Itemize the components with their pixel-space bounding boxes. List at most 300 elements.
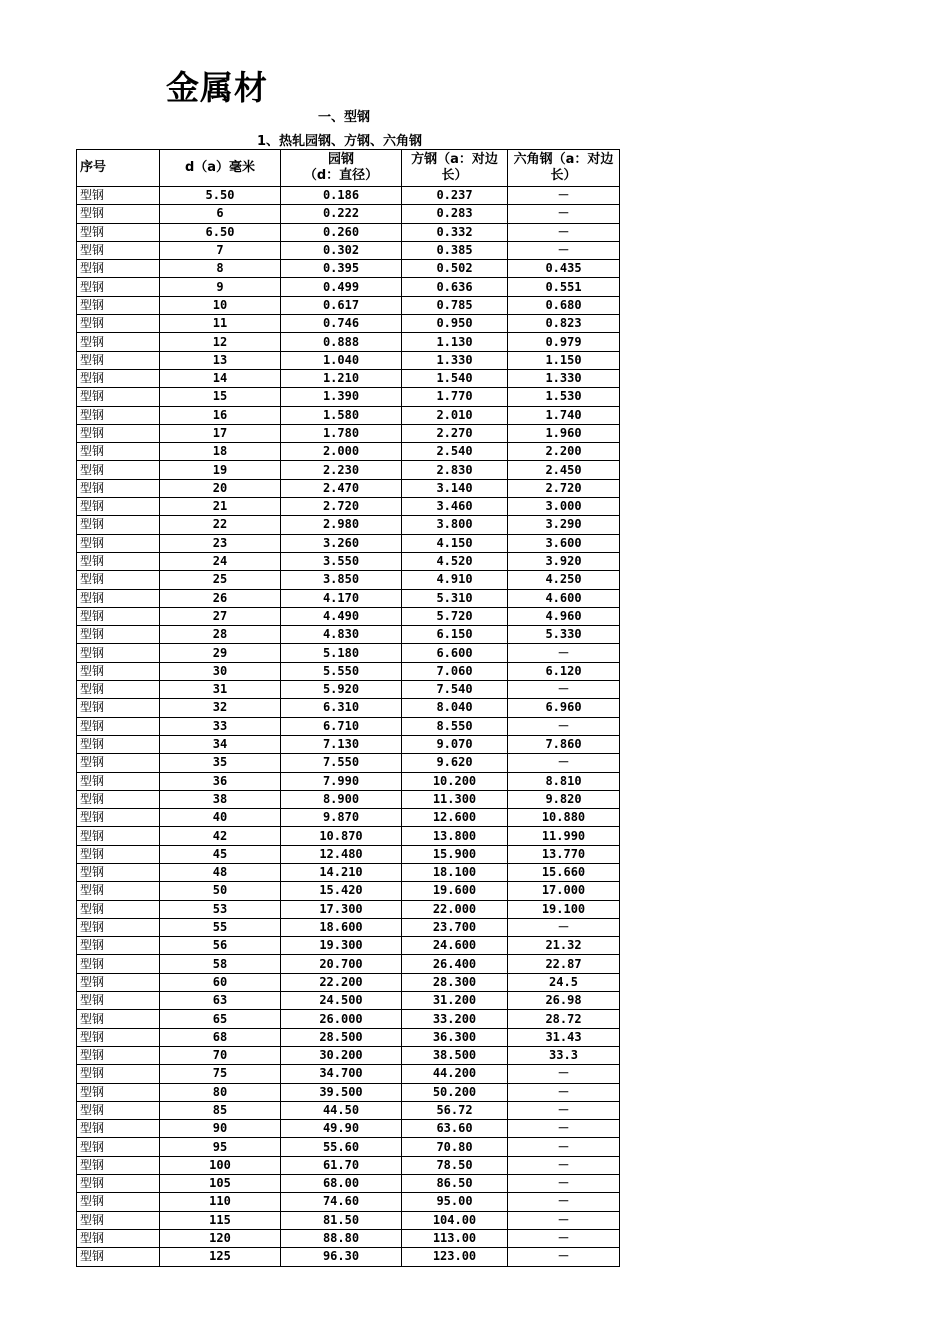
table-row — [77, 1046, 620, 1064]
cell-round: 0.617 — [281, 296, 402, 314]
cell-round: 26.000 — [281, 1010, 402, 1028]
table-row — [77, 863, 620, 881]
cell-type: 型钢 — [77, 863, 160, 881]
cell-hex: 3.920 — [508, 552, 620, 570]
table-row — [77, 827, 620, 845]
cell-diameter: 95 — [160, 1138, 281, 1156]
cell-type: 型钢 — [77, 973, 160, 991]
cell-round: 3.550 — [281, 552, 402, 570]
cell-type: 型钢 — [77, 644, 160, 662]
table-row — [77, 772, 620, 790]
cell-hex: － — [508, 1211, 620, 1229]
cell-type: 型钢 — [77, 223, 160, 241]
cell-square: 113.00 — [402, 1229, 508, 1247]
table-row — [77, 918, 620, 936]
cell-diameter: 35 — [160, 754, 281, 772]
table-row — [77, 1211, 620, 1229]
cell-hex: 26.98 — [508, 992, 620, 1010]
cell-hex: 9.820 — [508, 790, 620, 808]
cell-square: 5.310 — [402, 589, 508, 607]
table-row — [77, 882, 620, 900]
cell-hex: 2.720 — [508, 479, 620, 497]
table-row — [77, 1193, 620, 1211]
cell-hex: － — [508, 1101, 620, 1119]
cell-square: 3.140 — [402, 479, 508, 497]
cell-round: 5.550 — [281, 662, 402, 680]
cell-type: 型钢 — [77, 479, 160, 497]
cell-diameter: 33 — [160, 717, 281, 735]
cell-type: 型钢 — [77, 241, 160, 259]
cell-square: 4.520 — [402, 552, 508, 570]
cell-square: 3.460 — [402, 498, 508, 516]
cell-round: 1.580 — [281, 406, 402, 424]
cell-hex: 21.32 — [508, 937, 620, 955]
cell-square: 95.00 — [402, 1193, 508, 1211]
cell-round: 30.200 — [281, 1046, 402, 1064]
table-row — [77, 278, 620, 296]
cell-hex: 0.979 — [508, 333, 620, 351]
table-row — [77, 479, 620, 497]
table-row — [77, 461, 620, 479]
cell-type: 型钢 — [77, 918, 160, 936]
table-row — [77, 498, 620, 516]
table-row — [77, 1175, 620, 1193]
cell-diameter: 29 — [160, 644, 281, 662]
cell-hex: 1.150 — [508, 351, 620, 369]
table-row — [77, 1083, 620, 1101]
table-row — [77, 260, 620, 278]
cell-type: 型钢 — [77, 790, 160, 808]
table-row — [77, 644, 620, 662]
cell-square: 86.50 — [402, 1175, 508, 1193]
cell-square: 0.237 — [402, 187, 508, 205]
cell-type: 型钢 — [77, 607, 160, 625]
cell-type: 型钢 — [77, 424, 160, 442]
cell-round: 49.90 — [281, 1120, 402, 1138]
cell-hex: 0.551 — [508, 278, 620, 296]
cell-square: 123.00 — [402, 1248, 508, 1266]
table-row — [77, 443, 620, 461]
cell-hex: － — [508, 717, 620, 735]
cell-diameter: 6 — [160, 205, 281, 223]
cell-hex: 4.960 — [508, 607, 620, 625]
table-row — [77, 571, 620, 589]
cell-hex: 11.990 — [508, 827, 620, 845]
cell-hex: 3.600 — [508, 534, 620, 552]
cell-type: 型钢 — [77, 735, 160, 753]
cell-square: 9.070 — [402, 735, 508, 753]
cell-hex: 33.3 — [508, 1046, 620, 1064]
cell-round: 0.888 — [281, 333, 402, 351]
cell-round: 2.720 — [281, 498, 402, 516]
table-row — [77, 955, 620, 973]
cell-square: 7.540 — [402, 681, 508, 699]
cell-hex: － — [508, 205, 620, 223]
cell-square: 22.000 — [402, 900, 508, 918]
cell-type: 型钢 — [77, 937, 160, 955]
cell-type: 型钢 — [77, 681, 160, 699]
cell-round: 5.180 — [281, 644, 402, 662]
cell-type: 型钢 — [77, 1175, 160, 1193]
table-row — [77, 717, 620, 735]
cell-diameter: 34 — [160, 735, 281, 753]
cell-type: 型钢 — [77, 1248, 160, 1266]
cell-hex: 1.330 — [508, 369, 620, 387]
cell-round: 6.710 — [281, 717, 402, 735]
table-row — [77, 552, 620, 570]
cell-round: 96.30 — [281, 1248, 402, 1266]
cell-square: 19.600 — [402, 882, 508, 900]
cell-square: 5.720 — [402, 607, 508, 625]
table-row — [77, 1010, 620, 1028]
cell-round: 1.040 — [281, 351, 402, 369]
cell-square: 0.785 — [402, 296, 508, 314]
table-row — [77, 388, 620, 406]
cell-round: 7.550 — [281, 754, 402, 772]
cell-square: 6.150 — [402, 626, 508, 644]
table-row — [77, 626, 620, 644]
cell-hex: 19.100 — [508, 900, 620, 918]
cell-diameter: 120 — [160, 1229, 281, 1247]
cell-hex: 0.680 — [508, 296, 620, 314]
cell-hex: － — [508, 1120, 620, 1138]
table-row — [77, 315, 620, 333]
cell-type: 型钢 — [77, 1083, 160, 1101]
cell-round: 9.870 — [281, 809, 402, 827]
cell-diameter: 18 — [160, 443, 281, 461]
cell-square: 4.910 — [402, 571, 508, 589]
cell-type: 型钢 — [77, 845, 160, 863]
cell-diameter: 17 — [160, 424, 281, 442]
cell-hex: 1.740 — [508, 406, 620, 424]
cell-diameter: 16 — [160, 406, 281, 424]
cell-hex: 24.5 — [508, 973, 620, 991]
cell-hex: 31.43 — [508, 1028, 620, 1046]
cell-square: 1.770 — [402, 388, 508, 406]
cell-round: 4.830 — [281, 626, 402, 644]
cell-diameter: 6.50 — [160, 223, 281, 241]
cell-hex: － — [508, 1193, 620, 1211]
cell-square: 44.200 — [402, 1065, 508, 1083]
cell-diameter: 90 — [160, 1120, 281, 1138]
cell-type: 型钢 — [77, 406, 160, 424]
table-row — [77, 241, 620, 259]
cell-round: 6.310 — [281, 699, 402, 717]
cell-type: 型钢 — [77, 205, 160, 223]
cell-hex: 13.770 — [508, 845, 620, 863]
cell-hex: 28.72 — [508, 1010, 620, 1028]
cell-type: 型钢 — [77, 955, 160, 973]
cell-hex: － — [508, 1138, 620, 1156]
cell-square: 9.620 — [402, 754, 508, 772]
cell-diameter: 31 — [160, 681, 281, 699]
cell-diameter: 11 — [160, 315, 281, 333]
table-row — [77, 1101, 620, 1119]
table-row — [77, 790, 620, 808]
cell-round: 14.210 — [281, 863, 402, 881]
cell-square: 12.600 — [402, 809, 508, 827]
cell-round: 0.302 — [281, 241, 402, 259]
cell-round: 4.170 — [281, 589, 402, 607]
cell-square: 0.283 — [402, 205, 508, 223]
cell-hex: － — [508, 918, 620, 936]
cell-square: 11.300 — [402, 790, 508, 808]
cell-square: 2.540 — [402, 443, 508, 461]
cell-hex: 3.000 — [508, 498, 620, 516]
cell-type: 型钢 — [77, 333, 160, 351]
cell-square: 2.010 — [402, 406, 508, 424]
cell-square: 4.150 — [402, 534, 508, 552]
cell-hex: 17.000 — [508, 882, 620, 900]
cell-square: 3.800 — [402, 516, 508, 534]
cell-round: 19.300 — [281, 937, 402, 955]
cell-round: 10.870 — [281, 827, 402, 845]
cell-diameter: 75 — [160, 1065, 281, 1083]
cell-square: 8.040 — [402, 699, 508, 717]
cell-diameter: 100 — [160, 1156, 281, 1174]
table-row — [77, 296, 620, 314]
cell-type: 型钢 — [77, 1120, 160, 1138]
cell-round: 0.260 — [281, 223, 402, 241]
cell-hex: － — [508, 644, 620, 662]
cell-round: 2.000 — [281, 443, 402, 461]
cell-diameter: 80 — [160, 1083, 281, 1101]
table-row — [77, 937, 620, 955]
cell-diameter: 48 — [160, 863, 281, 881]
cell-diameter: 53 — [160, 900, 281, 918]
cell-type: 型钢 — [77, 388, 160, 406]
table-row — [77, 516, 620, 534]
table-row — [77, 424, 620, 442]
cell-diameter: 20 — [160, 479, 281, 497]
cell-diameter: 23 — [160, 534, 281, 552]
cell-hex: － — [508, 187, 620, 205]
cell-diameter: 7 — [160, 241, 281, 259]
cell-diameter: 10 — [160, 296, 281, 314]
cell-type: 型钢 — [77, 900, 160, 918]
cell-type: 型钢 — [77, 1065, 160, 1083]
cell-hex: 7.860 — [508, 735, 620, 753]
table-header-row — [77, 150, 620, 187]
table-row — [77, 187, 620, 205]
cell-hex: － — [508, 241, 620, 259]
cell-type: 型钢 — [77, 187, 160, 205]
cell-square: 36.300 — [402, 1028, 508, 1046]
cell-square: 0.502 — [402, 260, 508, 278]
cell-type: 型钢 — [77, 626, 160, 644]
cell-diameter: 15 — [160, 388, 281, 406]
cell-square: 78.50 — [402, 1156, 508, 1174]
cell-diameter: 115 — [160, 1211, 281, 1229]
cell-hex: 6.960 — [508, 699, 620, 717]
cell-type: 型钢 — [77, 534, 160, 552]
cell-square: 8.550 — [402, 717, 508, 735]
cell-hex: － — [508, 681, 620, 699]
cell-square: 70.80 — [402, 1138, 508, 1156]
cell-round: 2.980 — [281, 516, 402, 534]
cell-round: 68.00 — [281, 1175, 402, 1193]
cell-square: 63.60 — [402, 1120, 508, 1138]
steel-weight-table — [76, 149, 620, 1267]
cell-round: 0.746 — [281, 315, 402, 333]
cell-hex: 10.880 — [508, 809, 620, 827]
cell-type: 型钢 — [77, 717, 160, 735]
cell-diameter: 42 — [160, 827, 281, 845]
cell-square: 0.636 — [402, 278, 508, 296]
table-row — [77, 992, 620, 1010]
cell-round: 2.470 — [281, 479, 402, 497]
cell-round: 7.990 — [281, 772, 402, 790]
cell-type: 型钢 — [77, 754, 160, 772]
cell-diameter: 68 — [160, 1028, 281, 1046]
cell-hex: － — [508, 1156, 620, 1174]
cell-round: 7.130 — [281, 735, 402, 753]
cell-hex: － — [508, 1229, 620, 1247]
cell-round: 1.210 — [281, 369, 402, 387]
cell-round: 1.390 — [281, 388, 402, 406]
page-title: 金属材 — [166, 68, 268, 107]
cell-type: 型钢 — [77, 1229, 160, 1247]
table-row — [77, 406, 620, 424]
section-heading-text: 一、型钢 — [318, 110, 371, 125]
cell-diameter: 55 — [160, 918, 281, 936]
cell-diameter: 32 — [160, 699, 281, 717]
cell-round: 3.850 — [281, 571, 402, 589]
cell-diameter: 125 — [160, 1248, 281, 1266]
cell-hex: 6.120 — [508, 662, 620, 680]
cell-type: 型钢 — [77, 1193, 160, 1211]
cell-hex: 1.530 — [508, 388, 620, 406]
cell-hex: － — [508, 223, 620, 241]
cell-diameter: 5.50 — [160, 187, 281, 205]
table-row — [77, 845, 620, 863]
cell-hex: 4.600 — [508, 589, 620, 607]
cell-diameter: 38 — [160, 790, 281, 808]
cell-round: 28.500 — [281, 1028, 402, 1046]
cell-type: 型钢 — [77, 1101, 160, 1119]
subsection-heading: 1、热轧园钢、方钢、六角钢 — [257, 134, 423, 149]
cell-diameter: 19 — [160, 461, 281, 479]
cell-square: 0.385 — [402, 241, 508, 259]
table-row — [77, 1120, 620, 1138]
cell-round: 0.186 — [281, 187, 402, 205]
header-index: 序号 — [77, 150, 160, 187]
cell-type: 型钢 — [77, 552, 160, 570]
cell-diameter: 27 — [160, 607, 281, 625]
cell-round: 22.200 — [281, 973, 402, 991]
cell-round: 1.780 — [281, 424, 402, 442]
cell-diameter: 30 — [160, 662, 281, 680]
cell-diameter: 60 — [160, 973, 281, 991]
cell-diameter: 56 — [160, 937, 281, 955]
cell-hex: － — [508, 1065, 620, 1083]
cell-round: 61.70 — [281, 1156, 402, 1174]
cell-diameter: 40 — [160, 809, 281, 827]
cell-type: 型钢 — [77, 1138, 160, 1156]
table-row — [77, 589, 620, 607]
cell-round: 12.480 — [281, 845, 402, 863]
cell-round: 8.900 — [281, 790, 402, 808]
cell-square: 6.600 — [402, 644, 508, 662]
cell-round: 17.300 — [281, 900, 402, 918]
table-row — [77, 973, 620, 991]
cell-hex: － — [508, 1175, 620, 1193]
cell-square: 28.300 — [402, 973, 508, 991]
cell-type: 型钢 — [77, 443, 160, 461]
header-hex-steel: 六角钢（a：对边长） — [508, 150, 620, 187]
cell-type: 型钢 — [77, 589, 160, 607]
cell-type: 型钢 — [77, 351, 160, 369]
table-row — [77, 1138, 620, 1156]
cell-hex: 0.435 — [508, 260, 620, 278]
cell-square: 1.330 — [402, 351, 508, 369]
cell-diameter: 26 — [160, 589, 281, 607]
cell-square: 104.00 — [402, 1211, 508, 1229]
cell-diameter: 45 — [160, 845, 281, 863]
cell-diameter: 105 — [160, 1175, 281, 1193]
cell-diameter: 110 — [160, 1193, 281, 1211]
cell-type: 型钢 — [77, 278, 160, 296]
cell-round: 34.700 — [281, 1065, 402, 1083]
cell-type: 型钢 — [77, 1028, 160, 1046]
cell-hex: 3.290 — [508, 516, 620, 534]
cell-round: 88.80 — [281, 1229, 402, 1247]
cell-diameter: 25 — [160, 571, 281, 589]
cell-round: 0.499 — [281, 278, 402, 296]
cell-type: 型钢 — [77, 461, 160, 479]
table-row — [77, 1229, 620, 1247]
cell-hex: 2.200 — [508, 443, 620, 461]
table-row — [77, 681, 620, 699]
cell-type: 型钢 — [77, 315, 160, 333]
cell-round: 18.600 — [281, 918, 402, 936]
cell-type: 型钢 — [77, 882, 160, 900]
table-row — [77, 351, 620, 369]
cell-hex: － — [508, 1248, 620, 1266]
table-row — [77, 735, 620, 753]
cell-diameter: 70 — [160, 1046, 281, 1064]
cell-square: 1.130 — [402, 333, 508, 351]
cell-round: 5.920 — [281, 681, 402, 699]
cell-square: 24.600 — [402, 937, 508, 955]
cell-square: 56.72 — [402, 1101, 508, 1119]
cell-diameter: 58 — [160, 955, 281, 973]
cell-diameter: 36 — [160, 772, 281, 790]
cell-type: 型钢 — [77, 1046, 160, 1064]
cell-round: 0.222 — [281, 205, 402, 223]
cell-round: 20.700 — [281, 955, 402, 973]
table-row — [77, 1028, 620, 1046]
cell-hex: － — [508, 1083, 620, 1101]
table-row — [77, 369, 620, 387]
cell-diameter: 85 — [160, 1101, 281, 1119]
cell-square: 10.200 — [402, 772, 508, 790]
cell-square: 33.200 — [402, 1010, 508, 1028]
cell-diameter: 24 — [160, 552, 281, 570]
table-row — [77, 662, 620, 680]
cell-diameter: 28 — [160, 626, 281, 644]
cell-round: 39.500 — [281, 1083, 402, 1101]
cell-type: 型钢 — [77, 1156, 160, 1174]
cell-square: 31.200 — [402, 992, 508, 1010]
cell-round: 55.60 — [281, 1138, 402, 1156]
cell-round: 74.60 — [281, 1193, 402, 1211]
cell-type: 型钢 — [77, 571, 160, 589]
cell-hex: 22.87 — [508, 955, 620, 973]
cell-diameter: 63 — [160, 992, 281, 1010]
cell-square: 0.332 — [402, 223, 508, 241]
cell-type: 型钢 — [77, 1211, 160, 1229]
